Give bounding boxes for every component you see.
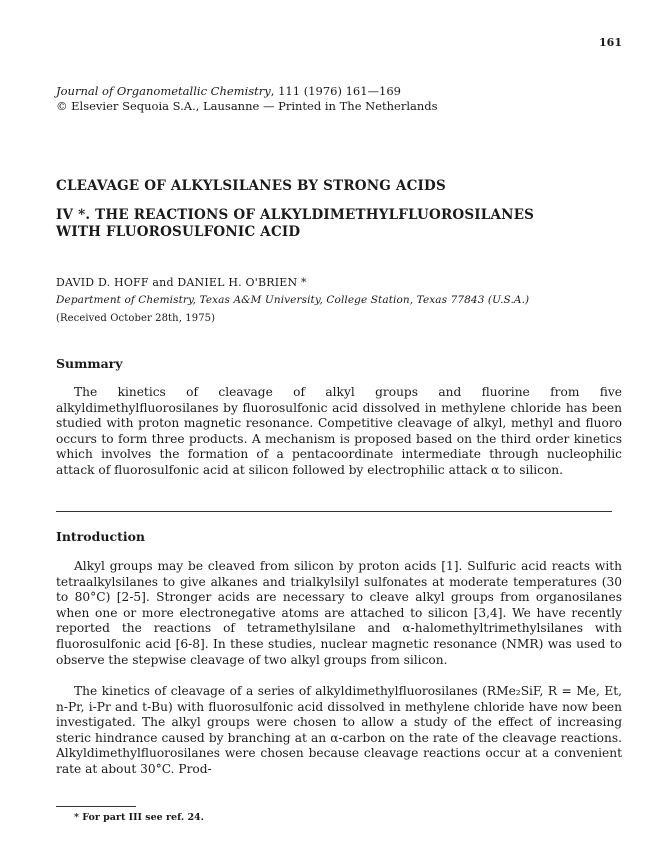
paper-title <box>56 207 534 241</box>
journal-name: Journal of Organometallic Chemistry <box>56 84 271 98</box>
authors: DAVID D. HOFF and DANIEL H. O'BRIEN * <box>56 276 307 289</box>
paper-title-line-2: WITH FLUOROSULFONIC ACID <box>56 224 301 240</box>
publisher-line: © Elsevier Sequoia S.A., Lausanne — Printed in The Netherlands <box>56 99 438 113</box>
introduction-heading: Introduction <box>56 529 146 544</box>
series-title: CLEAVAGE OF ALKYLSILANES BY STRONG ACIDS <box>56 178 446 194</box>
section-divider <box>56 511 612 512</box>
journal-citation: , 111 (1976) 161—169 <box>270 84 401 98</box>
journal-header <box>56 84 438 114</box>
summary-heading: Summary <box>56 356 123 371</box>
journal-citation-line <box>56 84 438 99</box>
introduction-paragraph-2: The kinetics of cleavage of a series of alkyldimethylfluorosilanes (RMe₂SiF, R = Me, Et, n-Pr, i-Pr and t-Bu) with fluorosulfonic acid dissolved in methylene chloride have now been investigated. The alkyl groups were chosen to allow a study of the effect of increasing steric hindrance caused by branching at an α-carbon on the rate of the cleavage reactions. Alkyldimethylfluorosilanes were chosen because cleavage reactions occur at a convenient rate at about 30°C. Prod- <box>56 684 622 776</box>
footnote-divider <box>56 806 136 807</box>
footnote: * For part III see ref. 24. <box>74 812 204 823</box>
paper-title-line-1: IV *. THE REACTIONS OF ALKYLDIMETHYLFLUOROSILANES <box>56 207 535 223</box>
introduction-paragraph-1: Alkyl groups may be cleaved from silicon by proton acids [1]. Sulfuric acid reacts with tetraalkylsilanes to give alkanes and trialkylsilyl sulfonates at moderate temperatures (30 to 80°C) [2-5]. Stronger acids are necessary to cleave alkyl groups from organosilanes when one or more electronegative atoms are attached to silicon [3,4]. We have recently reported the reactions of tetramethylsilane and α-halomethyltrimethylsilanes with fluorosulfonic acid [6-8]. In these studies, nuclear magnetic resonance (NMR) was used to observe the stepwise cleavage of two alkyl groups from silicon. <box>56 559 622 667</box>
affiliation: Department of Chemistry, Texas A&M University, College Station, Texas 77843 (U.S.A.) <box>56 294 530 306</box>
page-number: 161 <box>599 36 622 49</box>
summary-text: The kinetics of cleavage of alkyl groups and fluorine from five alkyldimethylfluorosilanes by fluorosulfonic acid dissolved in methylene chloride has been studied with proton magnetic resonance. Competitive cleavage of alkyl, methyl and fluoro occurs to form three products. A mechanism is proposed based on the third order kinetics which involves the formation of a pentacoordinate intermediate through nucleophilic attack of fluorosulfonic acid at silicon followed by electrophilic attack α to silicon. <box>56 385 622 477</box>
received-date: (Received October 28th, 1975) <box>56 313 216 324</box>
